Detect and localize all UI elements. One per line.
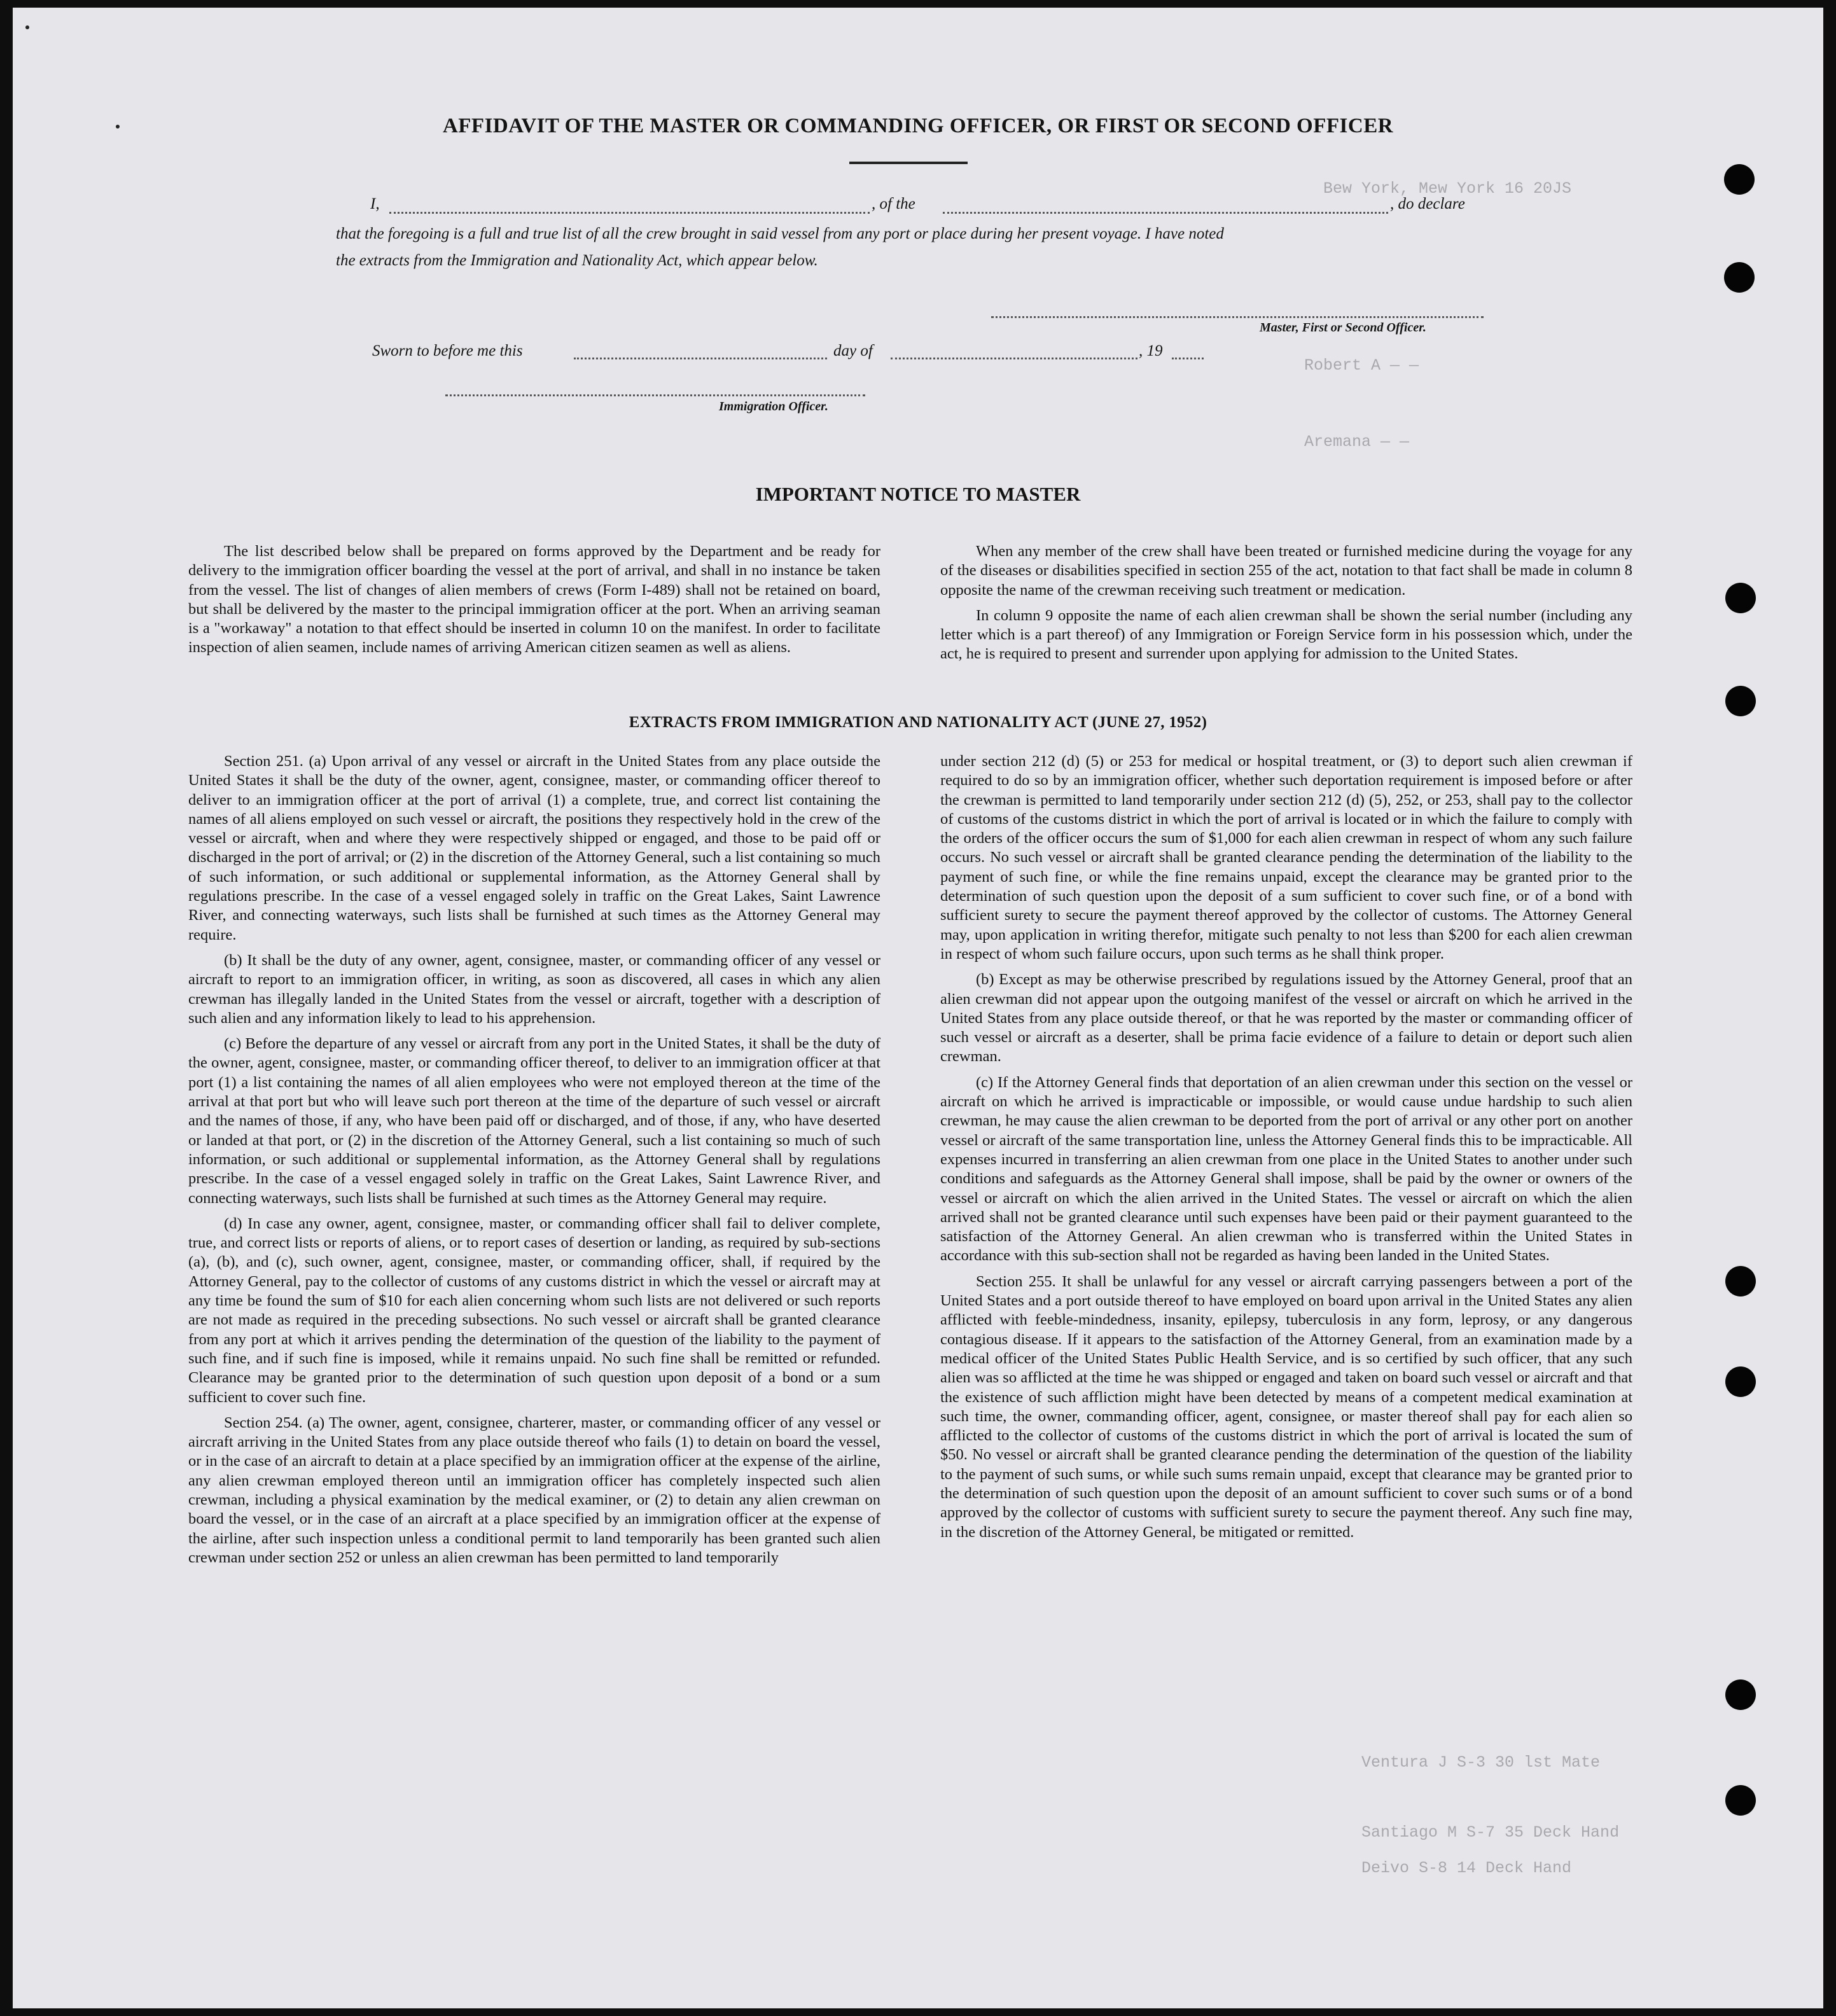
section-255: Section 255. It shall be unlawful for any vessel or aircraft carrying passengers between a port of the United States and a port outside thereof to have employed on board upon arrival in the United States any alien afflicted with feeble-mindedness, insanity, epilepsy, tuberculosis in any form, leprosy, or any dangerous contagious disease. If it appears to the satisfaction of the Attorney General, from an examination made by a medical officer of the United States Public Health Service, and is so certified by such officer, that any such alien was so afflicted at the time he was shipped or engaged and taken on board such vessel or aircraft and that the existence of such affliction might have been detected by means of a competent medical examination at such time, the owner, commanding officer, agent, consignee, or master thereof shall pay for each alien so afflicted to the collector of customs of the customs district in which the port of arrival is located the sum of $50. No vessel or aircraft shall be granted clearance pending the determination of the question of the liability to the payment of such sums, or while such sums remain unpaid, except that clearance may be granted prior to the determination of such question upon the deposit of an amount sufficient to cover such sums or of a bond approved by the collector of customs with sufficient surety to secure the payment thereof. Any such fine may, in the discretion of the Attorney General, be mitigated or remitted. <box>940 1272 1632 1541</box>
bleed-through-text: Santiago M S-7 35 Deck Hand <box>1361 1823 1620 1842</box>
year-label: , 19 <box>1139 342 1163 359</box>
notice-right-column <box>940 542 1632 671</box>
bleed-through-text: Aremana — — <box>1304 433 1410 451</box>
section-254-a-continued: under section 212 (d) (5) or 253 for medical or hospital treatment, or (3) to deport such alien crewman if required to do so by an immigration officer, whether such deportation requirement is imposed before or after the crewman is permitted to land temporarily under section 212 (d) (5), 252, or 253, shall pay to the collector of customs of the customs district in which the port of arrival is located or in which the failure to comply with the orders of the officer occurs the sum of $1,000 for each alien crewman in respect of whom any such failure occurs. No such vessel or aircraft shall be granted clearance pending the determination of the liability to the payment of such fine, or while the fine remains unpaid, except the clearance may be granted prior to the determination of such question upon the deposit of a sum sufficient to cover such fine, or of a bond with sufficient surety to secure the payment thereof approved by the collector of customs. The Attorney General may, upon application in writing therefor, mitigate such penalty to not less than $200 for each alien crewman in respect of whom such failure occurs, upon such terms as he shall think proper. <box>940 753 1632 963</box>
name-field-line <box>389 212 870 214</box>
extracts-heading: EXTRACTS FROM IMMIGRATION AND NATIONALITY ACT (JUNE 27, 1952) <box>629 714 1207 731</box>
section-254-b: (b) Except as may be otherwise prescribed by regulations issued by the Attorney General, proof that an alien crewman did not appear upon the outgoing manifest of the vessel or aircraft on which he arrived in the United States from any place outside thereof, or that he was reported by the master or commanding officer of such vessel or aircraft as a deserter, shall be prima facie evidence of a failure to detain or deport such alien crewman. <box>940 971 1632 1066</box>
of-the-label: , of the <box>872 195 915 212</box>
immigration-officer-label: Immigration Officer. <box>719 400 828 414</box>
section-251-a: Section 251. (a) Upon arrival of any vessel or aircraft in the United States from any place outside the United States it shall be the duty of the owner, agent, consignee, master, or commanding officer thereof to deliver to an immigration officer at the port of arrival (1) a complete, true, and correct list containing the names of all aliens employed on such vessel or aircraft, the positions they respectively hold in the crew of the vessel or aircraft, when and where they were respectively shipped or engaged, and those to be paid off or discharged in the port of arrival; or (2) in the discretion of the Attorney General, such a list containing so much of such information, or such additional or supplemental information, as the Attorney General shall by regulations prescribe. In the case of a vessel engaged solely in traffic on the Great Lakes, Saint Lawrence River, and connecting waterways, such lists shall be furnished at such times as the Attorney General may require. <box>188 753 880 943</box>
i-label: I, <box>370 195 380 212</box>
punch-hole <box>1724 164 1755 195</box>
speck <box>25 25 29 29</box>
section-251-b: (b) It shall be the duty of any owner, agent, consignee, master, or commanding officer of any vessel or aircraft to report to an immigration officer, in writing, as soon as discovered, all cases in which any alien crewman has illegally landed in the United States from the vessel or aircraft, together with a description of such alien and any information likely to lead to his apprehension. <box>188 951 880 1027</box>
punch-hole <box>1725 1679 1756 1710</box>
notice-paragraph: When any member of the crew shall have been treated or furnished medicine during the voyage for any of the diseases or disabilities specified in section 255 of the act, notation to that fact shall be made in column 8 opposite the name of the crewman receiving such treatment or medication. <box>940 543 1632 599</box>
notice-paragraph: The list described below shall be prepared on forms approved by the Department and be ready for delivery to the immigration officer boarding the vessel at the port of arrival, and shall in no instance be taken from the vessel. The list of changes of alien members of crews (Form I-489) shall not be retained on board, but shall be delivered by the master to the principal immigration officer at the port. When an arriving seaman is a "workaway" a notation to that effect should be inserted in column 10 on the manifest. In order to facilitate inspection of alien seamen, include names of arriving American citizen seamen as well as aliens. <box>188 543 880 657</box>
sworn-label: Sworn to before me this <box>372 342 523 359</box>
title-rule <box>849 162 968 164</box>
bleed-through-text: Robert A — — <box>1304 356 1419 375</box>
day-of-label: day of <box>833 342 873 359</box>
bleed-through-text: Deivo S-8 14 Deck Hand <box>1361 1859 1572 1877</box>
master-signature-label: Master, First or Second Officer. <box>1260 321 1426 335</box>
notice-left-column <box>188 542 880 664</box>
punch-hole <box>1725 1366 1756 1397</box>
bleed-through-text: Ventura J S-3 30 lst Mate <box>1361 1753 1601 1772</box>
sworn-day-line <box>574 358 827 359</box>
sworn-month-line <box>891 358 1137 359</box>
section-251-d: (d) In case any owner, agent, consignee, master, or commanding officer shall fail to deliver complete, true, and correct lists or reports of aliens, or to report cases of desertion or landing, as required by sub-sections (a), (b), and (c), such owner, agent, consignee, master, or commanding officer, shall, if required by the Attorney General, pay to the collector of customs of any customs district in which the vessel or aircraft may at any time be found the sum of $10 for each alien concerning whom such lists are not delivered or such reports are not made as required in the preceding subsections. No such vessel or aircraft shall be granted clearance from any port at which it arrives pending the determination of the question of the liability to the payment of such fine, and if such fine is imposed, while it remains unpaid. No such fine shall be remitted or refunded. Clearance may be granted prior to the determination of such question upon deposit of a bond or a sum sufficient to cover such fine. <box>188 1214 880 1406</box>
bleed-through-text: Bew York, Mew York 16 20JS <box>1323 179 1572 198</box>
punch-hole <box>1725 1266 1756 1296</box>
declaration-line-2: the extracts from the Immigration and Nationality Act, which appear below. <box>336 252 818 269</box>
extracts-right-column <box>940 752 1632 1548</box>
notice-heading: IMPORTANT NOTICE TO MASTER <box>755 483 1081 505</box>
master-signature-line <box>991 316 1484 318</box>
punch-hole <box>1725 583 1756 613</box>
affidavit-title: AFFIDAVIT OF THE MASTER OR COMMANDING OFFICER, OR FIRST OR SECOND OFFICER <box>442 115 1394 137</box>
punch-hole <box>1725 686 1756 716</box>
section-254-a: Section 254. (a) The owner, agent, consignee, charterer, master, or commanding officer of any vessel or aircraft arriving in the United States from any place outside thereof who fails (1) to detain on board the vessel, or in the case of an aircraft to detain at a place specified by an immigration officer at the expense of the airline, any alien crewman employed thereon until an immigration officer has completely inspected such alien crewman, including a physical examination by the medical examiner, or (2) to detain any alien crewman on board the vessel, or in the case of an aircraft at a place specified by an immigration officer at the expense of the airline, after such inspection unless a conditional permit to land temporarily has been granted such alien crewman under section 252 or unless an alien crewman has been permitted to land temporarily <box>188 1414 880 1566</box>
sworn-year-line <box>1172 358 1204 359</box>
declaration-line-1: that the foregoing is a full and true list of all the crew brought in said vessel from any port or place during her present voyage. I have noted <box>336 225 1224 242</box>
extracts-left-column <box>188 752 880 1574</box>
section-251-c: (c) Before the departure of any vessel or aircraft from any port in the United States, it shall be the duty of the owner, agent, consignee, master, or commanding officer thereof, to deliver to an immigration officer at that port (1) a list containing the names of all alien employees who were not employed thereon at the time of the arrival at that port but who will leave such port thereon at the time of the departure of such vessel or aircraft and the names of those, if any, who have been paid off or discharged, and of those, if any, who have deserted or landed at that port, or (2) in the discretion of the Attorney General, such a list containing so much of such information, or such additional or supplemental information, as the Attorney General shall by regulations prescribe. In the case of a vessel engaged solely in traffic on the Great Lakes, Saint Lawrence River, and connecting waterways, such lists shall be furnished at such times as the Attorney General may require. <box>188 1035 880 1207</box>
immigration-officer-signature-line <box>445 394 865 396</box>
punch-hole <box>1725 1785 1756 1816</box>
section-254-c: (c) If the Attorney General finds that deportation of an alien crewman under this section on the vessel or aircraft on which he arrived is impracticable or impossible, or would cause undue hardship to such alien crewman, he may cause the alien crewman to be deported from the port of arrival or any other port on another vessel or aircraft of the same transportation line, unless the Attorney General finds this to be impracticable. All expenses incurred in transferring an alien crewman from one place in the United States to another under such conditions and safeguards as the Attorney General shall impose, shall be paid by the owner or owners of the vessel or aircraft on which the alien arrived in the United States. The vessel or aircraft on which the alien arrived shall not be granted clearance until such expenses have been paid or their payment guaranteed to the satisfaction of the Attorney General. An alien crewman who is transferred within the United States in accordance with this sub-section shall not be regarded as having been landed in the United States. <box>940 1073 1632 1265</box>
notice-paragraph: In column 9 opposite the name of each alien crewman shall be shown the serial number (including any letter which is a part thereof) of any Immigration or Foreign Service form in his possession which, under the act, he is required to present and surrender upon applying for admission to the United States. <box>940 606 1632 663</box>
punch-hole <box>1724 262 1755 293</box>
do-declare-label: , do declare <box>1390 195 1465 212</box>
vessel-field-line <box>943 212 1388 214</box>
